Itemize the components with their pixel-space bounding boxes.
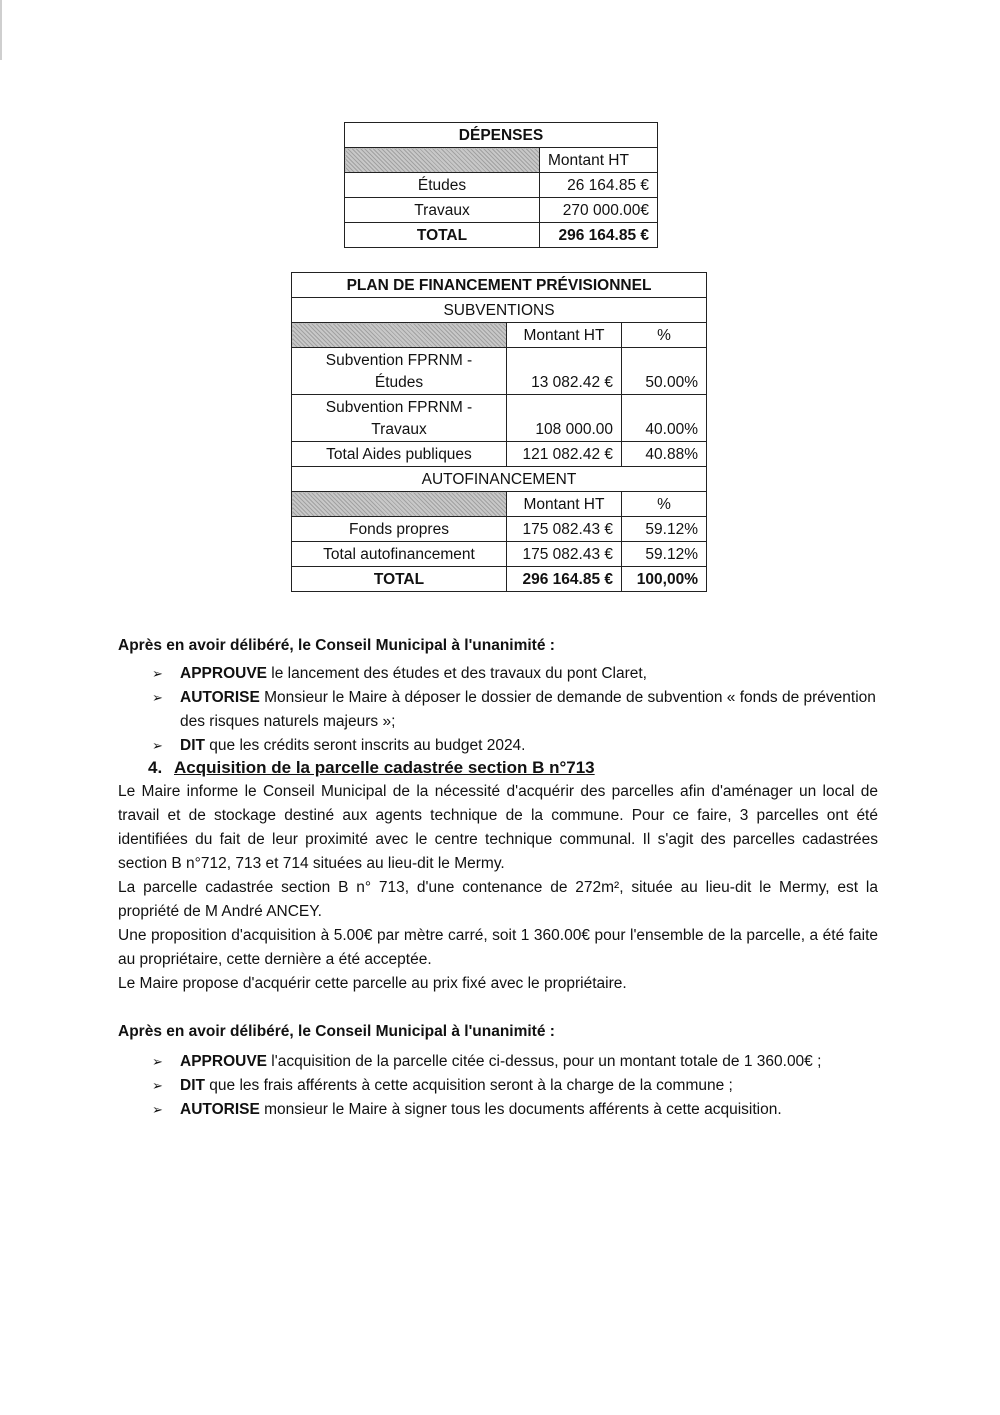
depenses-title: DÉPENSES [345, 123, 658, 148]
fonds-propres-pct: 59.12% [622, 517, 707, 542]
table-row [292, 395, 707, 442]
deliberation-2 [118, 1020, 878, 1122]
table-row [292, 298, 707, 323]
subvention-pct: 50.00% [622, 348, 707, 395]
col-pct-header: % [622, 492, 707, 517]
plan-total-pct: 100,00% [622, 567, 707, 592]
subvention-label [292, 348, 507, 395]
list-item [118, 734, 878, 758]
table-row [345, 198, 658, 223]
arrow-bullet-icon: ➢ [152, 666, 163, 681]
table-row [345, 148, 658, 173]
depenses-row-label: Études [345, 173, 540, 198]
col-pct-header: % [622, 323, 707, 348]
subvention-amount: 108 000.00 [507, 395, 622, 442]
autofinancement-heading: AUTOFINANCEMENT [292, 467, 707, 492]
table-row [292, 542, 707, 567]
table-row [292, 517, 707, 542]
paragraph: Une proposition d'acquisition à 5.00€ par mètre carré, soit 1 360.00€ pour l'ensemble de la parcelle, a été faite au propriétaire, cette dernière a été acceptée. [118, 927, 878, 968]
decision-text: le lancement des études et des travaux du pont Claret, [267, 665, 647, 682]
paragraph: Le Maire informe le Conseil Municipal de la nécessité d'acquérir des parcelles afin d'aménager un local de travail et de stockage destiné aux agents technique de la commune. Pour ce faire, 3 parcelles ont été identifiées du fait de leur proximité avec le centre technique communal. Il s'agit des parcelles cadastrées section B n°712, 713 et 714 situées au lieu-dit le Mermy. [118, 783, 878, 872]
table-row [292, 323, 707, 348]
subventions-heading: SUBVENTIONS [292, 298, 707, 323]
hatched-cell [345, 148, 540, 173]
list-item [118, 662, 878, 686]
decision-keyword: AUTORISE [180, 1101, 260, 1118]
decision-text: l'acquisition de la parcelle citée ci-dessus, pour un montant totale de 1 360.00€ ; [267, 1053, 822, 1070]
total-auto-label: Total autofinancement [292, 542, 507, 567]
table-row [292, 492, 707, 517]
decision-text: monsieur le Maire à signer tous les documents afférents à cette acquisition. [259, 1101, 782, 1118]
total-aides-pct: 40.88% [622, 442, 707, 467]
plan-financement-table [291, 272, 707, 592]
subvention-pct: 40.00% [622, 395, 707, 442]
table-row [345, 173, 658, 198]
decision-text: Monsieur le Maire à déposer le dossier de demande de subvention « fonds de prévention des risques naturels majeurs »; [180, 689, 876, 730]
table-row [292, 442, 707, 467]
col-amount-header: Montant HT [507, 492, 622, 517]
depenses-col-header: Montant HT [540, 148, 658, 173]
table-row [292, 567, 707, 592]
table-row [345, 223, 658, 248]
total-auto-pct: 59.12% [622, 542, 707, 567]
decision-keyword: DIT [180, 737, 205, 754]
decision-keyword: DIT [180, 1077, 205, 1094]
decision-text: que les frais afférents à cette acquisition seront à la charge de la commune ; [204, 1077, 733, 1094]
deliberation-heading: Après en avoir délibéré, le Conseil Municipal à l'unanimité : [118, 637, 555, 654]
decision-text: que les crédits seront inscrits au budget 2024. [204, 737, 526, 754]
section-number: 4. [148, 758, 163, 777]
arrow-bullet-icon: ➢ [152, 690, 163, 705]
subvention-label-line1: Subvention FPRNM - [325, 352, 473, 369]
list-item [118, 1098, 878, 1122]
list-item [118, 1050, 878, 1074]
depenses-row-amount: 270 000.00€ [540, 198, 658, 223]
decision-keyword: APPROUVE [180, 1053, 267, 1070]
depenses-total-label: TOTAL [345, 223, 540, 248]
table-row [292, 273, 707, 298]
scan-edge [0, 0, 2, 60]
col-amount-header: Montant HT [507, 323, 622, 348]
arrow-bullet-icon: ➢ [152, 1078, 163, 1093]
decision-list [118, 662, 878, 758]
subvention-label-line1: Subvention FPRNM - [325, 399, 473, 416]
total-auto-amount: 175 082.43 € [507, 542, 622, 567]
arrow-bullet-icon: ➢ [152, 1102, 163, 1117]
arrow-bullet-icon: ➢ [152, 1054, 163, 1069]
section-4 [118, 756, 878, 996]
table-row [345, 123, 658, 148]
plan-total-label: TOTAL [292, 567, 507, 592]
subvention-amount: 13 082.42 € [507, 348, 622, 395]
decision-keyword: APPROUVE [180, 665, 267, 682]
subvention-label-line2: Études [374, 374, 424, 391]
subvention-label [292, 395, 507, 442]
hatched-cell [292, 492, 507, 517]
subvention-label-line2: Travaux [371, 421, 427, 438]
hatched-cell [292, 323, 507, 348]
plan-total-amount: 296 164.85 € [507, 567, 622, 592]
section-title: Acquisition de la parcelle cadastrée section B n°713 [174, 758, 595, 777]
depenses-row-label: Travaux [345, 198, 540, 223]
list-item [118, 686, 878, 734]
table-row [292, 467, 707, 492]
arrow-bullet-icon: ➢ [152, 738, 163, 753]
list-item [118, 1074, 878, 1098]
fonds-propres-label: Fonds propres [292, 517, 507, 542]
paragraph: Le Maire propose d'acquérir cette parcelle au prix fixé avec le propriétaire. [118, 975, 627, 992]
depenses-total-amount: 296 164.85 € [540, 223, 658, 248]
total-aides-amount: 121 082.42 € [507, 442, 622, 467]
decision-keyword: AUTORISE [180, 689, 260, 706]
decision-list [118, 1050, 878, 1122]
deliberation-1 [118, 634, 878, 758]
depenses-row-amount: 26 164.85 € [540, 173, 658, 198]
fonds-propres-amount: 175 082.43 € [507, 517, 622, 542]
deliberation-heading: Après en avoir délibéré, le Conseil Municipal à l'unanimité : [118, 1023, 555, 1040]
table-row [292, 348, 707, 395]
section-heading [118, 756, 878, 780]
total-aides-label: Total Aides publiques [292, 442, 507, 467]
paragraph: La parcelle cadastrée section B n° 713, d'une contenance de 272m², située au lieu-dit le Mermy, est la propriété de M André ANCEY. [118, 879, 878, 920]
plan-title: PLAN DE FINANCEMENT PRÉVISIONNEL [292, 273, 707, 298]
depenses-table [344, 122, 658, 248]
